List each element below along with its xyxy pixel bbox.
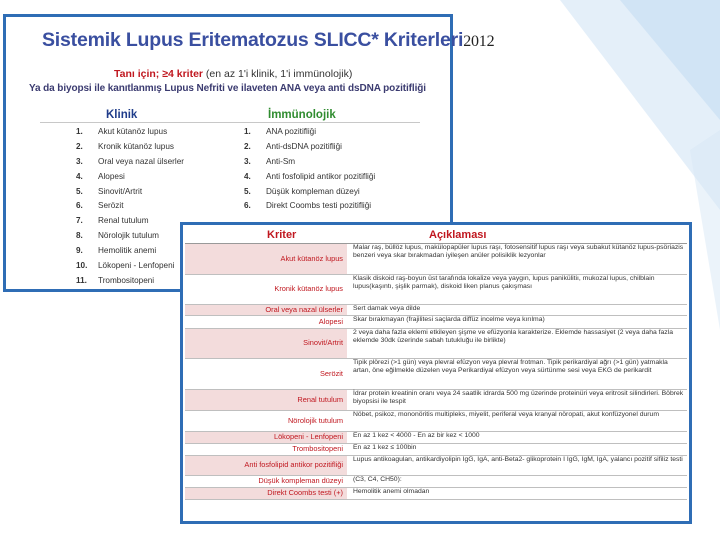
criterion-name-text: Renal tutulum: [297, 394, 343, 404]
criterion-description: En az 1 kez ≤ 100bin: [353, 444, 417, 451]
table-row: [185, 316, 687, 329]
criterion-description: Sert damak veya dilde: [353, 305, 421, 312]
table-row: [185, 456, 687, 476]
criterion-name: [185, 390, 347, 410]
criterion-name: [185, 329, 347, 358]
item-number: 4.: [76, 171, 83, 181]
item-number: 11.: [76, 275, 87, 285]
criterion-name-text: Akut kütanöz lupus: [280, 253, 343, 263]
criterion-name-text: Anti fosfolipid antikor pozitifliği: [244, 460, 343, 470]
item-number: 3.: [244, 156, 251, 166]
table-row: [185, 411, 687, 432]
item-number: 6.: [244, 201, 251, 211]
criterion-name: [185, 488, 347, 499]
klinik-header: Klinik: [106, 109, 138, 121]
table-row: [185, 390, 687, 411]
item-number: 6.: [76, 201, 83, 211]
table-row: [185, 476, 687, 488]
title-year: 2012: [463, 33, 495, 50]
criteria-rest: (en az 1'i klinik, 1'i immünolojik): [203, 68, 353, 80]
item-number: 5.: [76, 186, 83, 196]
table-row: [185, 444, 687, 456]
list-item: [76, 244, 184, 259]
list-item: [76, 199, 184, 214]
criterion-name: [185, 456, 347, 475]
item-text: Anti-dsDNA pozitifliği: [266, 141, 342, 151]
table-row: [185, 329, 687, 359]
criteria-table: [185, 229, 687, 500]
criterion-name-text: Oral veya nazal ülserler: [265, 304, 343, 314]
list-item: [76, 155, 184, 170]
item-text: Nörolojik tutulum: [98, 231, 159, 241]
criterion-name-text: Düşük kompleman düzeyi: [258, 476, 343, 486]
table-header: [185, 229, 687, 244]
criterion-name: [185, 316, 347, 328]
item-text: Akut kütanöz lupus: [98, 127, 168, 136]
item-text: Direkt Coombs testi pozitifliği: [266, 201, 372, 211]
immunolojik-list: [244, 125, 375, 214]
list-item: [76, 185, 184, 200]
item-text: Kronik kütanöz lupus: [98, 141, 175, 151]
criterion-description: Lupus antikoagulan, antikardiyolipin IgG, IgA, anti-Beta2- glikoprotein I IgG, IgM, IgA, yalancı pozitif sifiliz testi: [353, 456, 683, 463]
list-item: [244, 155, 375, 170]
immunolojik-header: İmmünolojik: [268, 109, 336, 121]
item-number: 2.: [76, 141, 83, 151]
slide-title: Sistemik Lupus Eritematozus SLICC* Kriterleri2012: [42, 29, 495, 51]
header-kriter: Kriter: [267, 229, 297, 241]
item-text: Düşük kompleman düzeyi: [266, 186, 360, 196]
criterion-name: [185, 411, 347, 431]
criterion-name-text: Lökopeni - Lenfopeni: [273, 432, 343, 442]
criterion-description: Nöbet, psikoz, mononöritis multipleks, miyelit, periferal veya kranyal nöropati, akut konfüzyonel durum: [353, 411, 659, 418]
table-row: [185, 275, 687, 305]
criterion-description: Hemolitik anemi olmadan: [353, 488, 430, 495]
biopsy-note: Ya da biyopsi ile kanıtlanmış Lupus Nefriti ve ilaveten ANA veya anti dsDNA pozitifliği: [29, 83, 426, 94]
item-number: 1.: [244, 127, 251, 136]
criterion-description: Klasik diskoid raş-boyun üst tarafında lokalize veya yaygın, lupus panikülitiı, mukozal lupus, chilblain lupus(kaşıntı, şişlik parmak), diskoid liken planus çakışması: [353, 275, 655, 291]
criterion-name-text: Trombositopeni: [292, 444, 343, 454]
item-number: 3.: [76, 156, 83, 166]
table-body: [185, 244, 687, 500]
criterion-name-text: Nörolojik tutulum: [287, 415, 343, 425]
list-item: [76, 125, 184, 140]
criterion-description: Malar raş, büllöz lupus, makülopapüler lupus raşı, fotosensitif lupus raşı veya subakut kütanöz lupus-psöriazis benzeri veya skar bırakmadan iyileşen anüler polisiklik lezyonlar: [353, 244, 684, 260]
list-item: [76, 259, 184, 274]
item-text: Renal tutulum: [98, 216, 149, 226]
item-number: 9.: [76, 246, 83, 256]
table-row: [185, 305, 687, 316]
criterion-name-text: Alopesi: [318, 316, 343, 326]
diagnosis-criteria-line: [114, 68, 352, 80]
list-item: [76, 274, 184, 289]
item-text: Hemolitik anemi: [98, 246, 157, 256]
criterion-name-text: Sinovit/Artrit: [303, 338, 343, 348]
criterion-name-text: Kronik kütanöz lupus: [274, 284, 343, 294]
item-number: 2.: [244, 141, 251, 151]
list-item: [244, 185, 375, 200]
header-aciklama: Açıklaması: [429, 229, 487, 241]
item-number: 7.: [76, 216, 83, 226]
item-text: Trombositopeni: [98, 275, 155, 285]
list-item: [76, 140, 184, 155]
list-item: [244, 125, 375, 140]
item-number: 4.: [244, 171, 251, 181]
criterion-name-text: Direkt Coombs testi (+): [267, 488, 343, 498]
item-number: 5.: [244, 186, 251, 196]
item-text: Oral veya nazal ülserler: [98, 156, 185, 166]
criteria-explanation-slide: [180, 222, 692, 524]
list-item: [76, 214, 184, 229]
criterion-name-text: Serözit: [319, 368, 343, 378]
klinik-list: [76, 125, 184, 289]
item-text: Alopesi: [98, 171, 125, 181]
item-number: 1.: [76, 127, 83, 136]
criterion-name: [185, 305, 347, 315]
list-item: [244, 199, 375, 214]
table-row: [185, 432, 687, 444]
item-text: Sinovit/Artrit: [98, 186, 143, 196]
criterion-description: İdrar protein kreatinin oranı veya 24 saatlik idrarda 500 mg üzerinde proteinüri veya eritrosit silindirleri. Böbrek biyopsisi ile tespit: [353, 390, 684, 406]
list-item: [76, 229, 184, 244]
item-number: 10.: [76, 261, 88, 271]
criterion-name: [185, 359, 347, 389]
criterion-description: Skar bırakmayan (frajilitesi saçlarda diffüz incelme veya kırılma): [353, 316, 545, 323]
criterion-description: En az 1 kez < 4000 - En az bir kez < 1000: [353, 432, 480, 439]
list-item: [244, 170, 375, 185]
criterion-name: [185, 244, 347, 274]
item-text: Serözit: [98, 201, 124, 211]
item-text: Anti fosfolipid antikor pozitifliği: [266, 171, 376, 181]
criterion-name: [185, 275, 347, 304]
criteria-prefix: Tanı için; ≥4 kriter: [114, 68, 204, 80]
table-row: [185, 359, 687, 390]
criterion-name: [185, 432, 347, 443]
list-item: [244, 140, 375, 155]
item-text: Lökopeni - Lenfopeni: [98, 261, 175, 271]
table-row: [185, 244, 687, 275]
item-number: 8.: [76, 231, 83, 241]
criterion-description: Tipik plörezi (>1 gün) veya plevral efüzyon veya plevral frotman. Tipik perikardiyal ağrı (>1 gün) yatmakla artan, öne eğilmekle düzelen veya Perikardiyal efüzyon veya sürtünme sesi veya EKG de perikardit: [353, 359, 668, 375]
criterion-name: [185, 476, 347, 487]
criterion-description: (C3, C4, CH50):: [353, 476, 402, 483]
table-row: [185, 488, 687, 500]
list-item: [76, 170, 184, 185]
item-text: ANA pozitifliği: [266, 127, 317, 136]
header-divider: [40, 122, 420, 123]
criterion-description: 2 veya daha fazla eklemi etkileyen şişme ve efüzyonla karakterize. Eklemde hassasiyet (2 veya daha fazla eklemde 30dk üzerinde sabah tutukluğu ile birlikte): [353, 329, 673, 345]
item-text: Anti-Sm: [266, 156, 296, 166]
criterion-name: [185, 444, 347, 455]
